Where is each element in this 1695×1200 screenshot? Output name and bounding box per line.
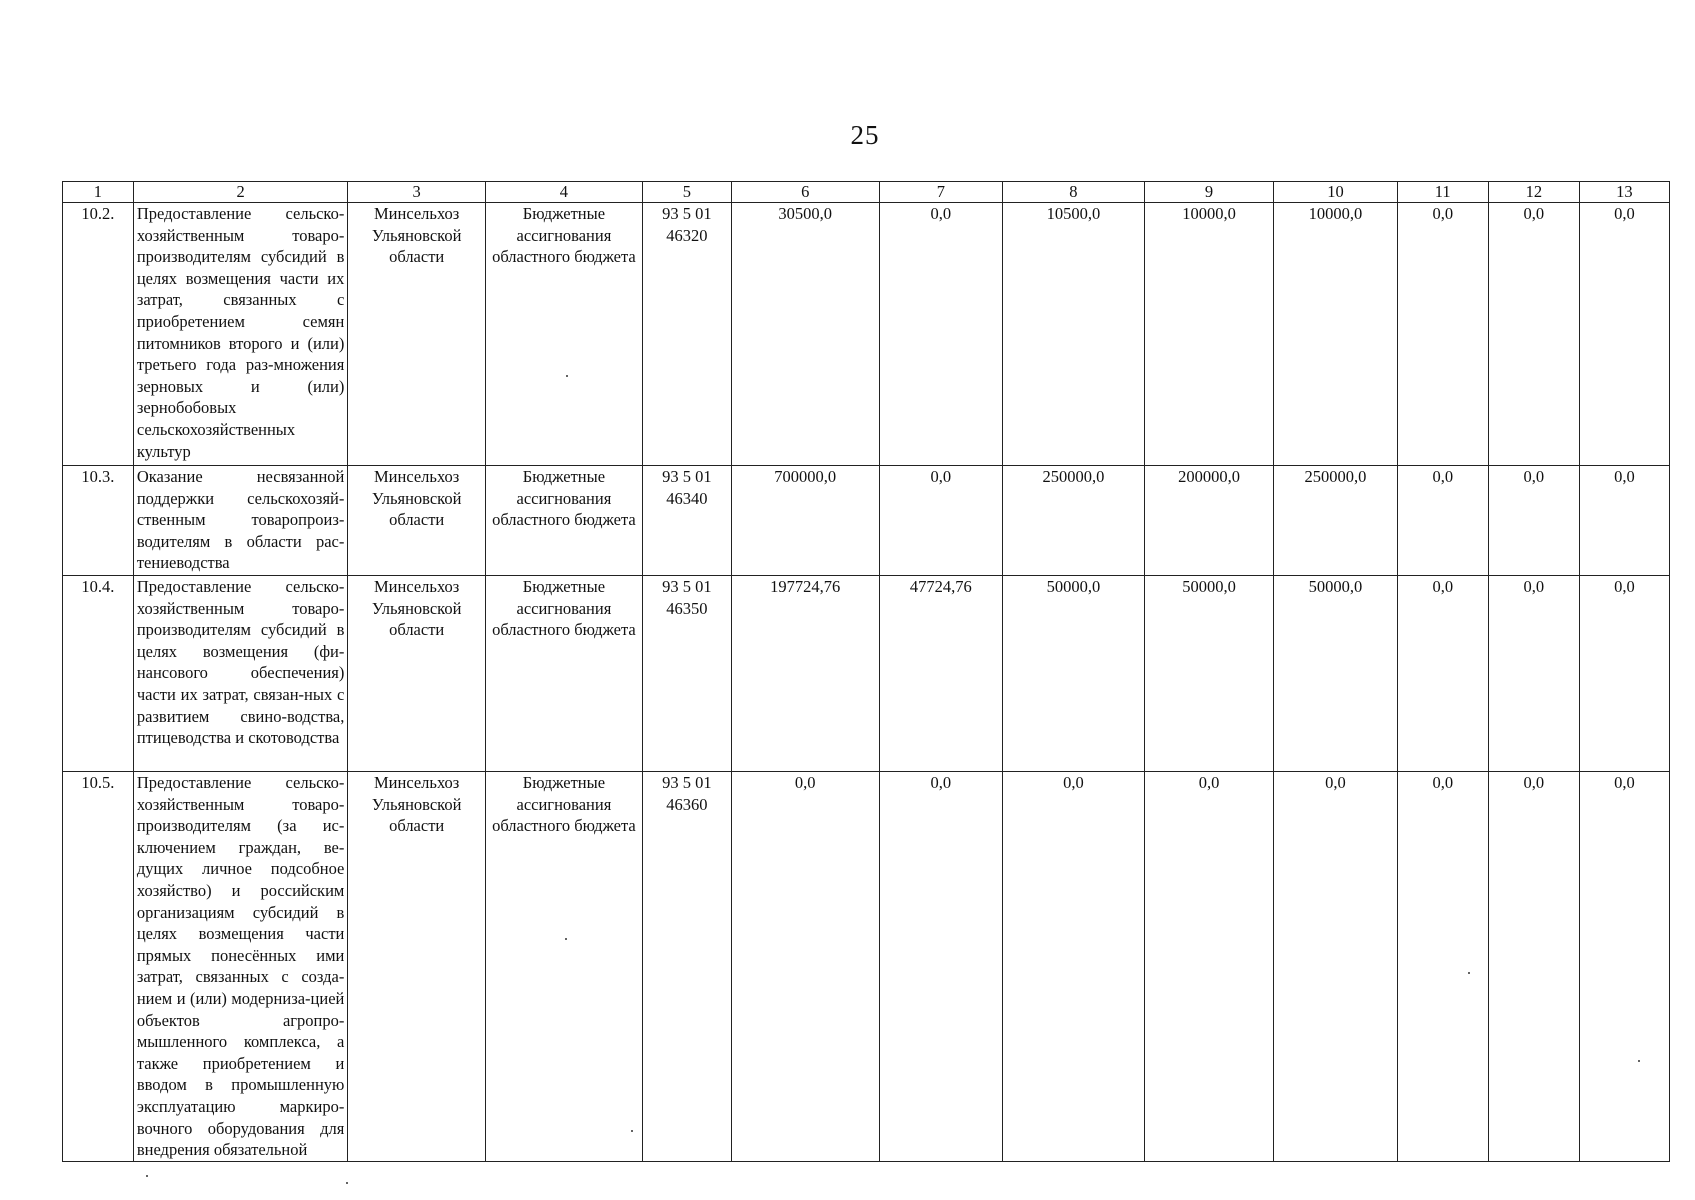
- column-header: 5: [642, 182, 731, 203]
- row-description: Оказание несвязанной поддержки сельскохозяй-ственным товаропроиз-водителям в области рас-тениеводства: [133, 466, 348, 576]
- row-value: 30500,0: [731, 203, 879, 466]
- column-header: 1: [63, 182, 134, 203]
- row-value: 0,0: [1488, 772, 1579, 1162]
- row-value: 0,0: [1144, 772, 1274, 1162]
- row-budget-code: 93 5 01 46340: [642, 466, 731, 576]
- row-funding-source: Бюджетные ассигнования областного бюджета: [485, 203, 642, 466]
- column-header: 6: [731, 182, 879, 203]
- row-value: 0,0: [879, 203, 1002, 466]
- scan-speck: [566, 375, 568, 377]
- table-header-row: [63, 182, 1670, 203]
- row-budget-code: 93 5 01 46320: [642, 203, 731, 466]
- row-value: 10000,0: [1144, 203, 1274, 466]
- table-row: [63, 772, 1670, 1162]
- row-value: 0,0: [1397, 466, 1488, 576]
- row-funding-source: Бюджетные ассигнования областного бюджета: [485, 576, 642, 772]
- row-value: 0,0: [1488, 203, 1579, 466]
- row-value: 0,0: [879, 772, 1002, 1162]
- row-value: 700000,0: [731, 466, 879, 576]
- budget-table: [62, 181, 1670, 1162]
- row-executor: Минсельхоз Ульяновской области: [348, 203, 486, 466]
- row-value: 10500,0: [1003, 203, 1145, 466]
- row-value: 197724,76: [731, 576, 879, 772]
- scan-speck: [565, 938, 567, 940]
- row-number: 10.5.: [63, 772, 134, 1162]
- row-value: 10000,0: [1274, 203, 1397, 466]
- scan-speck: [1638, 1060, 1640, 1062]
- row-value: 0,0: [1397, 576, 1488, 772]
- row-value: 200000,0: [1144, 466, 1274, 576]
- row-description: Предоставление сельско-хозяйственным товаро-производителям (за ис-ключением граждан, ве-дущих личное подсобное хозяйство) и российским организациям субсидий в целях возмещения части прямых понесённых ими затрат, связанных с созда-нием и (или) модерниза-цией объектов агропро-мышленного комплекса, а также приобретением и вводом в промышленную эксплуатацию маркиро-вочного оборудования для внедрения обязательной: [133, 772, 348, 1162]
- row-value: 50000,0: [1144, 576, 1274, 772]
- row-value: 0,0: [1579, 466, 1669, 576]
- column-header: 3: [348, 182, 486, 203]
- scan-speck: [631, 1130, 633, 1132]
- scan-speck: [1468, 972, 1470, 974]
- row-value: 0,0: [1397, 203, 1488, 466]
- row-budget-code: 93 5 01 46360: [642, 772, 731, 1162]
- column-header: 11: [1397, 182, 1488, 203]
- row-value: 50000,0: [1003, 576, 1145, 772]
- row-number: 10.2.: [63, 203, 134, 466]
- scan-speck: [346, 1182, 348, 1184]
- table-row: [63, 203, 1670, 466]
- row-executor: Минсельхоз Ульяновской области: [348, 772, 486, 1162]
- row-description: Предоставление сельско-хозяйственным товаро-производителям субсидий в целях возмещения (фи-нансового обеспечения) части их затрат, связан-ных с развитием свино-водства, птицеводства и скотоводства: [133, 576, 348, 772]
- row-number: 10.3.: [63, 466, 134, 576]
- column-header: 13: [1579, 182, 1669, 203]
- row-value: 0,0: [879, 466, 1002, 576]
- column-header: 2: [133, 182, 348, 203]
- row-number: 10.4.: [63, 576, 134, 772]
- row-value: 0,0: [1488, 466, 1579, 576]
- row-budget-code: 93 5 01 46350: [642, 576, 731, 772]
- row-value: 0,0: [1397, 772, 1488, 1162]
- table-row: [63, 466, 1670, 576]
- row-description: Предоставление сельско-хозяйственным товаро-производителям субсидий в целях возмещения части их затрат, связанных с приобретением семян питомников второго и (или) третьего года раз-множения зерновых и (или) зернобобовых сельскохозяйственных культур: [133, 203, 348, 466]
- row-executor: Минсельхоз Ульяновской области: [348, 576, 486, 772]
- row-value: 0,0: [1579, 576, 1669, 772]
- column-header: 10: [1274, 182, 1397, 203]
- column-header: 7: [879, 182, 1002, 203]
- row-funding-source: Бюджетные ассигнования областного бюджета: [485, 772, 642, 1162]
- row-value: 250000,0: [1274, 466, 1397, 576]
- row-value: 50000,0: [1274, 576, 1397, 772]
- column-header: 4: [485, 182, 642, 203]
- page-number: 25: [850, 120, 880, 150]
- table-row: [63, 576, 1670, 772]
- column-header: 9: [1144, 182, 1274, 203]
- row-value: 0,0: [1579, 772, 1669, 1162]
- row-funding-source: Бюджетные ассигнования областного бюджета: [485, 466, 642, 576]
- scan-speck: [146, 1175, 148, 1177]
- row-value: 0,0: [731, 772, 879, 1162]
- row-value: 47724,76: [879, 576, 1002, 772]
- row-value: 0,0: [1579, 203, 1669, 466]
- row-value: 250000,0: [1003, 466, 1145, 576]
- row-value: 0,0: [1003, 772, 1145, 1162]
- column-header: 12: [1488, 182, 1579, 203]
- row-value: 0,0: [1274, 772, 1397, 1162]
- row-executor: Минсельхоз Ульяновской области: [348, 466, 486, 576]
- column-header: 8: [1003, 182, 1145, 203]
- row-value: 0,0: [1488, 576, 1579, 772]
